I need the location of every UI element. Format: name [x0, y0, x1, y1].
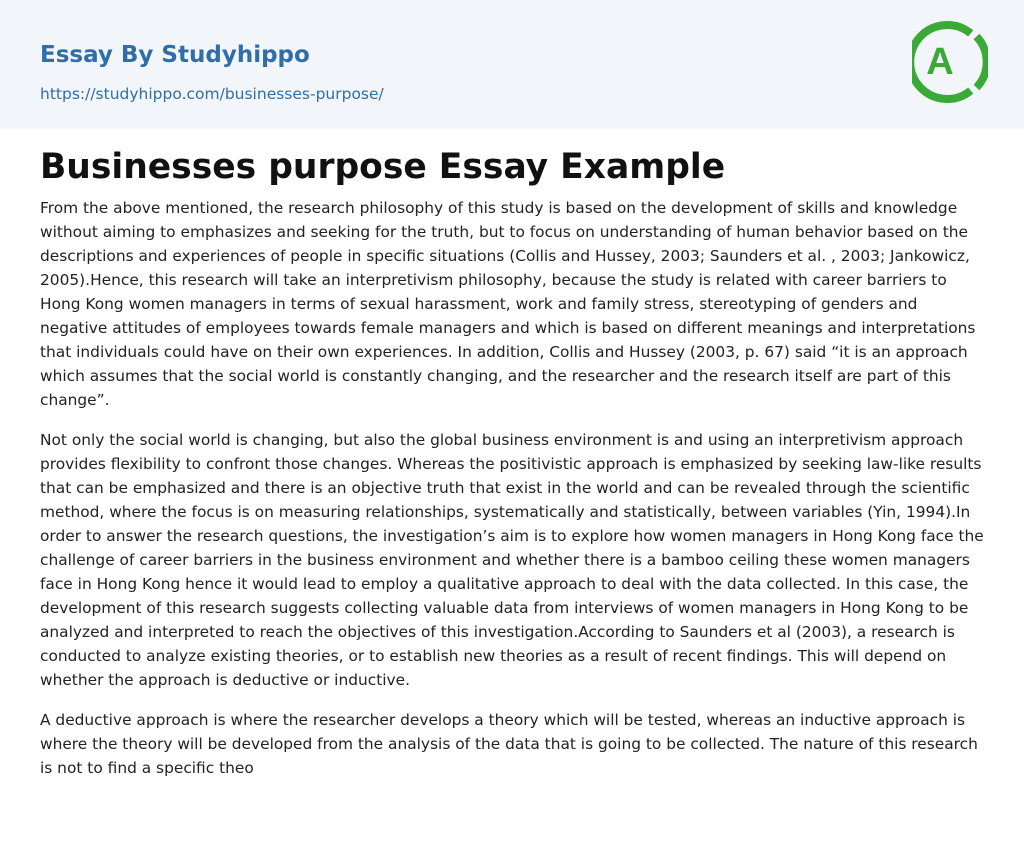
page-title: Businesses purpose Essay Example — [40, 147, 726, 187]
article-paragraph-1: From the above mentioned, the research philosophy of this study is based on the development of skills and knowledge without aiming to emphasizes and seeking for the truth, but to focus on understanding of human behavior based on the descriptions and experiences of people in specific situations (Collis and Hussey, 2003; Saunders et al. , 2003; Jankowicz, 2005).Hence, this research will take an interpretivism philosophy, because the study is related with career barriers to Hong Kong women managers in terms of sexual harassment, work and family stress, stereotyping of genders and negative attitudes of employees towards female managers and which is based on different meanings and interpretations that individuals could have on their own experiences. In addition, Collis and Hussey (2003, p. 67) said “it is an approach which assumes that the social world is constantly changing, and the researcher and the research itself are part of this change”. — [40, 199, 976, 409]
page-url-link[interactable]: https://studyhippo.com/businesses-purpose/ — [40, 85, 384, 103]
article-paragraph-3: A deductive approach is where the researcher develops a theory which will be tested, whereas an inductive approach is where the theory will be developed from the analysis of the data that is going to be collected. The nature of this research is not to find a specific theo — [40, 711, 978, 777]
logo-letter: A — [926, 41, 954, 83]
brand-title[interactable]: Essay By Studyhippo — [40, 42, 310, 68]
article-paragraph-2: Not only the social world is changing, but also the global business environment is and using an interpretivism approach provides flexibility to confront those changes. Whereas the positivistic approach is emphasized by seeking law-like results that can be emphasized and there is an objective truth that exist in the world and can be revealed through the scientific method, where the focus is on measuring relationships, systematically and statistically, between variables (Yin, 1994).In order to answer the research questions, the investigation’s aim is to explore how women managers in Hong Kong face the challenge of career barriers in the business environment and whether there is a bamboo ceiling these women managers face in Hong Kong hence it would lead to employ a qualitative approach to deal with the data collected. In this case, the development of this research suggests collecting valuable data from interviews of women managers in Hong Kong to be analyzed and interpreted to reach the objectives of this investigation.According to Saunders et al (2003), a research is conducted to analyze existing theories, or to establish new theories as a result of recent findings. This will depend on whether the approach is deductive or inductive. — [40, 431, 984, 689]
site-header — [0, 0, 1024, 129]
article — [40, 144, 986, 796]
studyhippo-logo-icon[interactable] — [912, 18, 988, 106]
